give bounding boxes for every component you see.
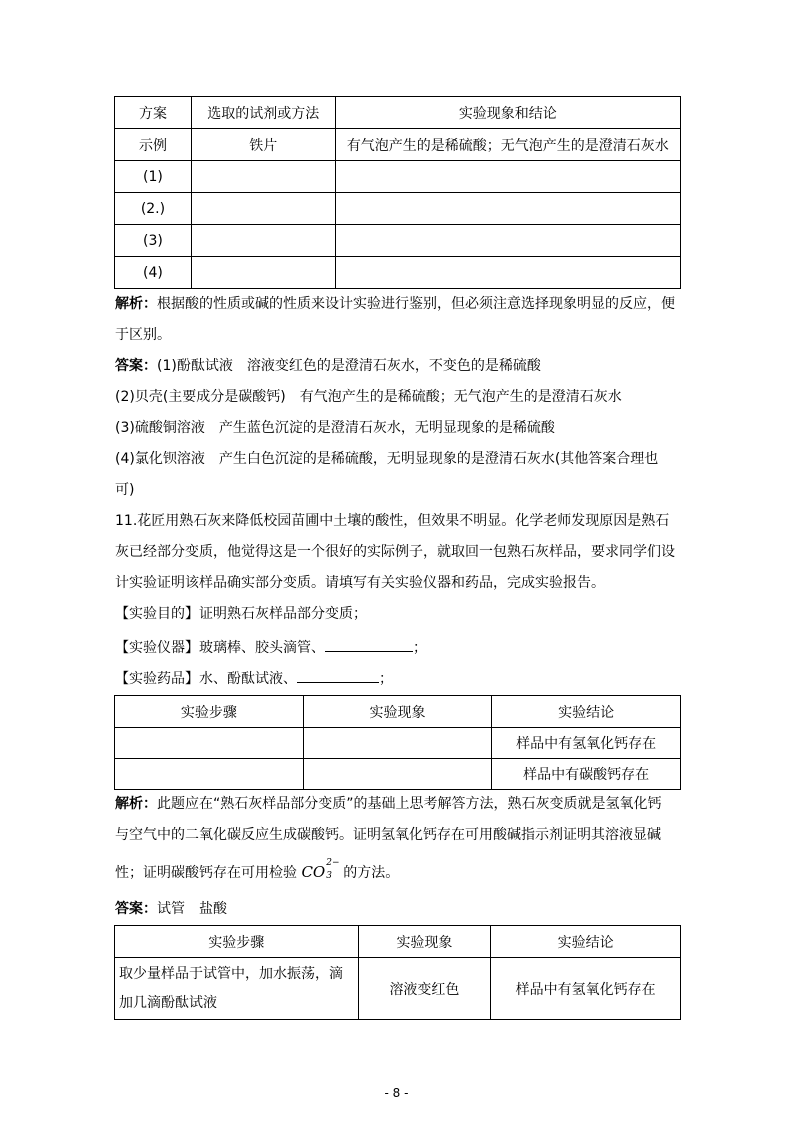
table-cell: 样品中有氢氧化钙存在 (491, 958, 681, 1020)
header-cell: 实验现象 (303, 696, 492, 728)
table-row (115, 129, 681, 161)
header-cell: 实验步骤 (115, 696, 304, 728)
reagents-blank (297, 667, 379, 683)
table-cell (115, 759, 304, 790)
table-cell (335, 257, 680, 289)
table-header-row (115, 97, 681, 129)
step-line: 取少量样品于试管中，加水振荡，滴 (119, 965, 343, 982)
table-row (115, 728, 681, 759)
table-cell: 有气泡产生的是稀硫酸；无气泡产生的是澄清石灰水 (335, 129, 680, 161)
experiment-reagents (115, 667, 680, 689)
table-cell: 铁片 (191, 129, 335, 161)
analysis-text: 此题应在“熟石灰样品部分变质”的基础上思考解答方法，熟石灰变质就是氢氧化钙 (157, 796, 662, 812)
table-row (115, 257, 681, 289)
table-cell: 样品中有氢氧化钙存在 (492, 728, 681, 759)
header-cell: 实验现象 (358, 926, 491, 958)
table-cell: (2.) (115, 193, 192, 225)
answer-table (114, 925, 681, 1020)
instruments-text: 【实验仪器】玻璃棒、胶头滴管、 (115, 640, 325, 656)
table-cell (335, 193, 680, 225)
header-cell: 实验现象和结论 (335, 97, 680, 129)
analysis-label: 解析： (115, 796, 157, 812)
analysis-text: 性；证明碳酸钙存在可用检验 (115, 865, 297, 881)
table-cell (335, 225, 680, 257)
answer-text: (1)酚酞试液 溶液变红色的是澄清石灰水，不变色的是稀硫酸 (157, 358, 541, 374)
table-cell: 样品中有碳酸钙存在 (492, 759, 681, 790)
header-cell: 实验步骤 (115, 926, 359, 958)
reagents-text: 【实验药品】水、酚酞试液、 (115, 671, 297, 687)
table-header-row (115, 696, 681, 728)
formula-scripts (325, 858, 343, 881)
page-number: - 8 - (384, 1086, 409, 1100)
formula-subscript: 3 (326, 871, 332, 881)
analysis-paragraph (115, 794, 680, 814)
scheme-table (114, 96, 681, 289)
analysis-paragraph-cont: 于区别。 (115, 327, 171, 343)
table-row (115, 958, 681, 1020)
analysis-paragraph (115, 294, 680, 314)
header-cell: 方案 (115, 97, 192, 129)
analysis-text: 根据酸的性质或碱的性质来设计实验进行鉴别，但必须注意选择现象明显的反应，便 (157, 296, 675, 312)
table-header-row (115, 926, 681, 958)
semicolon: ； (379, 671, 393, 687)
experiment-instruments (115, 636, 680, 658)
answer-line: (2)贝壳(主要成分是碳酸钙) 有气泡产生的是稀硫酸；无气泡产生的是澄清石灰水 (115, 389, 622, 405)
analysis-paragraph-cont (115, 858, 680, 883)
answer-paragraph (115, 356, 680, 376)
table-row (115, 193, 681, 225)
instruments-blank (325, 636, 413, 652)
header-cell: 实验结论 (492, 696, 681, 728)
table-cell (191, 193, 335, 225)
table-cell (115, 728, 304, 759)
answer-line: (3)硫酸铜溶液 产生蓝色沉淀的是澄清石灰水，无明显现象的是稀硫酸 (115, 420, 555, 436)
header-cell: 选取的试剂或方法 (191, 97, 335, 129)
answer-line: 可) (115, 482, 135, 498)
analysis-label: 解析： (115, 296, 157, 312)
table-row (115, 161, 681, 193)
answer-line: (4)氯化钡溶液 产生白色沉淀的是稀硫酸，无明显现象的是澄清石灰水(其他答案合理也 (115, 451, 659, 467)
answer-text: 试管 盐酸 (157, 901, 227, 917)
table-cell (191, 161, 335, 193)
table-cell (303, 728, 492, 759)
step-line: 加几滴酚酞试液 (119, 994, 217, 1011)
table-cell (335, 161, 680, 193)
formula-base: CO (301, 863, 326, 881)
table-cell (115, 958, 359, 1020)
table-row (115, 225, 681, 257)
table-cell: (4) (115, 257, 192, 289)
analysis-text: 的方法。 (343, 865, 400, 881)
experiment-purpose: 【实验目的】证明熟石灰样品部分变质； (115, 606, 367, 622)
table-cell (191, 257, 335, 289)
semicolon: ； (413, 640, 427, 656)
report-table (114, 695, 681, 790)
answer-label: 答案： (115, 901, 157, 917)
table-cell (191, 225, 335, 257)
table-cell: 示例 (115, 129, 192, 161)
table-row (115, 759, 681, 790)
analysis-paragraph-cont: 与空气中的二氧化碳反应生成碳酸钙。证明氢氧化钙存在可用酸碱指示剂证明其溶液显碱 (115, 827, 661, 843)
question-text: 计实验证明该样品确实部分变质。请填写有关实验仪器和药品，完成实验报告。 (115, 575, 605, 591)
table-cell: (3) (115, 225, 192, 257)
header-cell: 实验结论 (491, 926, 681, 958)
table-cell: (1) (115, 161, 192, 193)
formula-superscript: 2− (326, 858, 340, 868)
question-text: 灰已经部分变质，他觉得这是一个很好的实际例子，就取回一包熟石灰样品，要求同学们设 (115, 544, 675, 560)
table-cell (303, 759, 492, 790)
carbonate-formula (301, 858, 343, 881)
answer-paragraph (115, 899, 680, 919)
table-cell: 溶液变红色 (358, 958, 491, 1020)
question-text: 11.花匠用熟石灰来降低校园苗圃中土壤的酸性，但效果不明显。化学老师发现原因是熟石 (115, 513, 670, 529)
answer-label: 答案： (115, 358, 157, 374)
